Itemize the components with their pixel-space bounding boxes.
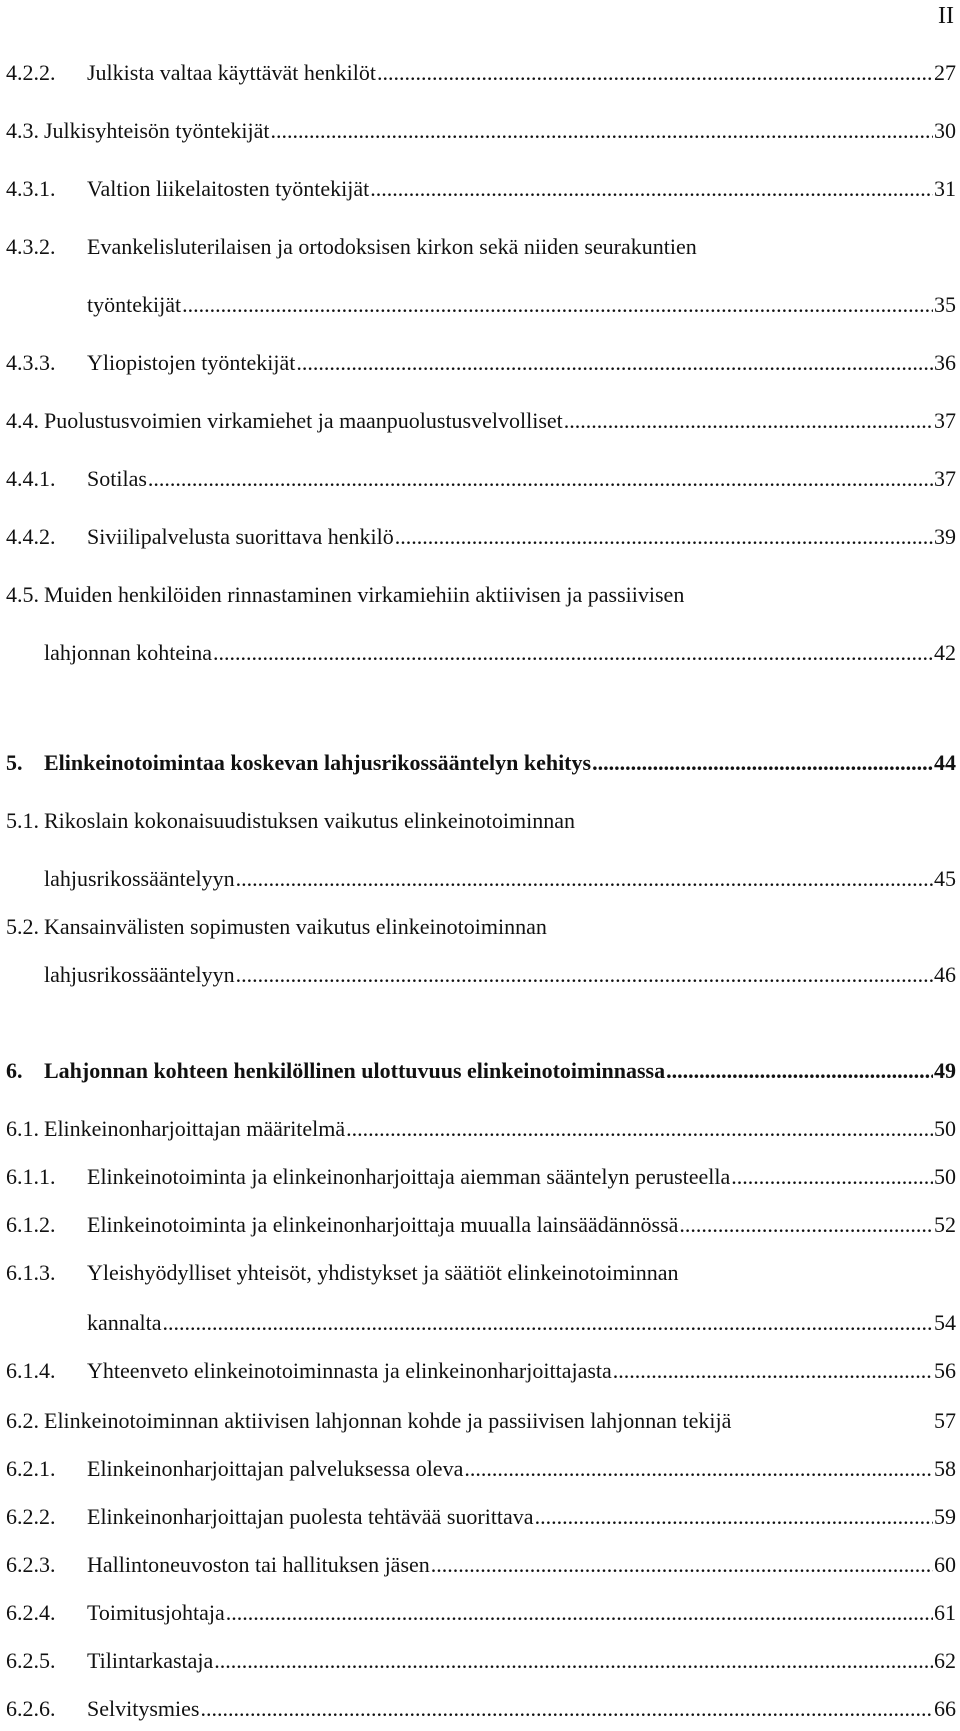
toc-entry-title: Lahjonnan kohteen henkilöllinen ulottuvuus elinkeinotoiminnassa: [44, 1058, 666, 1083]
toc-entry[interactable]: [0, 116, 960, 146]
toc-leader-dots: [346, 1114, 933, 1144]
toc-leader-dots: [370, 174, 933, 204]
toc-entry[interactable]: [0, 1694, 960, 1724]
toc-entry-page: 35: [934, 292, 956, 317]
toc-entry-page: 58: [934, 1456, 956, 1481]
toc-leader-dots: [464, 1454, 933, 1484]
toc-entry-number: 6.2.2.: [6, 1504, 56, 1529]
toc-leader-dots: [564, 406, 933, 436]
toc-entry-title: Evankelisluterilaisen ja ortodoksisen kirkon sekä niiden seurakuntien: [87, 234, 697, 259]
toc-leader-dots: [431, 1550, 933, 1580]
toc-entry-number: 5.1.: [6, 808, 39, 833]
toc-entry-title: Julkisyhteisön työntekijät: [44, 118, 270, 143]
toc-entry-continuation[interactable]: [0, 864, 960, 894]
toc-entry[interactable]: [0, 580, 960, 610]
toc-leader-dots: [182, 290, 933, 320]
toc-entry-number: 6.: [6, 1058, 23, 1083]
toc-entry-number: 4.5.: [6, 582, 39, 607]
toc-entry[interactable]: [0, 464, 960, 494]
toc-entry-title: Elinkeinotoimintaa koskevan lahjusrikossääntelyn kehitys: [44, 750, 592, 775]
toc-entry[interactable]: [0, 174, 960, 204]
toc-entry-title: Yleishyödylliset yhteisöt, yhdistykset ja säätiöt elinkeinotoiminnan: [87, 1260, 679, 1285]
toc-entry-page: 50: [934, 1164, 956, 1189]
toc-entry[interactable]: [0, 406, 960, 436]
toc-entry-number: 4.3.2.: [6, 234, 56, 259]
toc-entry-page: 52: [934, 1212, 956, 1237]
toc-entry-page: 45: [934, 866, 956, 891]
toc-leader-dots: [214, 1646, 933, 1676]
toc-entry-title: Elinkeinotoiminnan aktiivisen lahjonnan kohde ja passiivisen lahjonnan tekijä: [44, 1408, 732, 1433]
toc-entry-number: 6.2.1.: [6, 1456, 56, 1481]
toc-entry-page: 66: [934, 1696, 956, 1721]
toc-leader-dots: [271, 116, 934, 146]
toc-entry-title: Kansainvälisten sopimusten vaikutus elinkeinotoiminnan: [44, 914, 547, 939]
toc-entry-number: 6.2.5.: [6, 1648, 56, 1673]
toc-entry-number: 6.1.3.: [6, 1260, 56, 1285]
toc-leader-dots: [163, 1308, 933, 1338]
toc-entry[interactable]: [0, 1550, 960, 1580]
toc-entry-page: 57: [934, 1408, 956, 1433]
toc-entry-title: Julkista valtaa käyttävät henkilöt: [87, 60, 376, 85]
toc-leader-dots: [613, 1356, 933, 1386]
toc-entry-page: 27: [934, 60, 956, 85]
toc-entry-continuation[interactable]: [0, 1308, 960, 1338]
toc-entry-title: Yliopistojen työntekijät: [87, 350, 296, 375]
toc-entry-page: 49: [934, 1058, 956, 1083]
toc-leader-dots: [377, 58, 933, 88]
toc-entry-title: lahjusrikossääntelyyn: [44, 962, 235, 987]
toc-entry-number: 6.1.1.: [6, 1164, 56, 1189]
toc-leader-dots: [535, 1502, 933, 1532]
toc-entry-number: 5.: [6, 750, 23, 775]
toc-leader-dots: [213, 638, 933, 668]
toc-entry-number: 6.2.3.: [6, 1552, 56, 1577]
toc-entry-title: Selvitysmies: [87, 1696, 200, 1721]
toc-entry-title: Muiden henkilöiden rinnastaminen virkamiehiin aktiivisen ja passiivisen: [44, 582, 685, 607]
toc-entry-number: 6.1.: [6, 1116, 39, 1141]
toc-entry-number: 4.3.: [6, 118, 39, 143]
toc-entry-number: 6.1.2.: [6, 1212, 56, 1237]
toc-entry-title: Elinkeinotoiminta ja elinkeinonharjoittaja muualla lainsäädännössä: [87, 1212, 679, 1237]
toc-leader-dots: [679, 1210, 933, 1240]
toc-entry[interactable]: [0, 522, 960, 552]
toc-entry[interactable]: [0, 1646, 960, 1676]
toc-chapter[interactable]: [0, 748, 960, 778]
toc-entry-page: 42: [934, 640, 956, 665]
toc-entry-number: 4.4.: [6, 408, 39, 433]
toc-leader-dots: [200, 1694, 933, 1724]
toc-entry-page: 56: [934, 1358, 956, 1383]
toc-entry-continuation[interactable]: [0, 290, 960, 320]
toc-entry-number: 4.3.3.: [6, 350, 56, 375]
toc-leader-dots: [296, 348, 933, 378]
toc-entry-title: kannalta: [87, 1310, 162, 1335]
toc-entry-title: lahjonnan kohteina: [44, 640, 213, 665]
toc-entry-number: 4.3.1.: [6, 176, 56, 201]
toc-leader-dots: [731, 1162, 933, 1192]
toc-entry-page: 30: [934, 118, 956, 143]
toc-leader-dots: [236, 960, 933, 990]
toc-entry-title: Yhteenveto elinkeinotoiminnasta ja elinkeinonharjoittajasta: [87, 1358, 612, 1383]
toc-entry[interactable]: [0, 1356, 960, 1386]
toc-entry-title: Hallintoneuvoston tai hallituksen jäsen: [87, 1552, 430, 1577]
toc-entry[interactable]: [0, 912, 960, 942]
toc-entry-number: 4.4.1.: [6, 466, 56, 491]
toc-entry-page: 39: [934, 524, 956, 549]
toc-entry-number: 4.2.2.: [6, 60, 56, 85]
toc-leader-dots: [592, 748, 933, 778]
toc-entry-number: 4.4.2.: [6, 524, 56, 549]
toc-entry-title: Rikoslain kokonaisuudistuksen vaikutus elinkeinotoiminnan: [44, 808, 576, 833]
toc-entry-title: Puolustusvoimien virkamiehet ja maanpuolustusvelvolliset: [44, 408, 563, 433]
toc-entry-title: Elinkeinonharjoittajan puolesta tehtävää suorittava: [87, 1504, 534, 1529]
toc-entry-number: 6.2.6.: [6, 1696, 56, 1721]
toc-entry-page: 61: [934, 1600, 956, 1625]
toc-entry[interactable]: [0, 348, 960, 378]
toc-leader-dots: [666, 1056, 933, 1086]
toc-entry-page: 54: [934, 1310, 956, 1335]
toc-leader-dots: [236, 864, 933, 894]
toc-entry[interactable]: [0, 806, 960, 836]
toc-leader-dots: [395, 522, 933, 552]
toc-entry-page: 46: [934, 962, 956, 987]
toc-entry[interactable]: [0, 1258, 960, 1288]
toc-leader-dots: [226, 1598, 933, 1628]
page-number-marker: II: [938, 3, 954, 29]
toc-entry-page: 62: [934, 1648, 956, 1673]
toc-entry[interactable]: [0, 1114, 960, 1144]
toc-entry-page: 50: [934, 1116, 956, 1141]
toc-entry-continuation[interactable]: [0, 638, 960, 668]
toc-entry-page: 60: [934, 1552, 956, 1577]
toc-entry-title: Sotilas: [87, 466, 147, 491]
toc-entry-page: 59: [934, 1504, 956, 1529]
toc-entry-title: Elinkeinonharjoittajan määritelmä: [44, 1116, 346, 1141]
toc-entry-page: 37: [934, 466, 956, 491]
toc-entry[interactable]: [0, 1162, 960, 1192]
toc-entry-number: 6.2.4.: [6, 1600, 56, 1625]
toc-entry-number: 6.2.: [6, 1408, 39, 1433]
toc-entry-page: 37: [934, 408, 956, 433]
toc-entry-title: työntekijät: [87, 292, 182, 317]
toc-entry[interactable]: [0, 1598, 960, 1628]
toc-entry-title: Tilintarkastaja: [87, 1648, 214, 1673]
toc-entry[interactable]: [0, 58, 960, 88]
toc-entry[interactable]: [0, 1406, 960, 1436]
toc-entry[interactable]: [0, 232, 960, 262]
toc-entry-title: Valtion liikelaitosten työntekijät: [87, 176, 370, 201]
toc-entry-page: 44: [934, 750, 956, 775]
toc-entry[interactable]: [0, 1502, 960, 1532]
toc-entry-page: 31: [934, 176, 956, 201]
toc-chapter[interactable]: [0, 1056, 960, 1086]
toc-leader-dots: [148, 464, 933, 494]
toc-entry-title: Elinkeinotoiminta ja elinkeinonharjoittaja aiemman sääntelyn perusteella: [87, 1164, 731, 1189]
toc-entry-continuation[interactable]: [0, 960, 960, 990]
toc-entry-page: 36: [934, 350, 956, 375]
toc-entry-number: 6.1.4.: [6, 1358, 56, 1383]
toc-entry[interactable]: [0, 1210, 960, 1240]
toc-entry[interactable]: [0, 1454, 960, 1484]
toc-entry-title: lahjusrikossääntelyyn: [44, 866, 235, 891]
toc-entry-title: Elinkeinonharjoittajan palveluksessa oleva: [87, 1456, 464, 1481]
toc-entry-title: Toimitusjohtaja: [87, 1600, 225, 1625]
toc-entry-title: Siviilipalvelusta suorittava henkilö: [87, 524, 394, 549]
toc-entry-number: 5.2.: [6, 914, 39, 939]
